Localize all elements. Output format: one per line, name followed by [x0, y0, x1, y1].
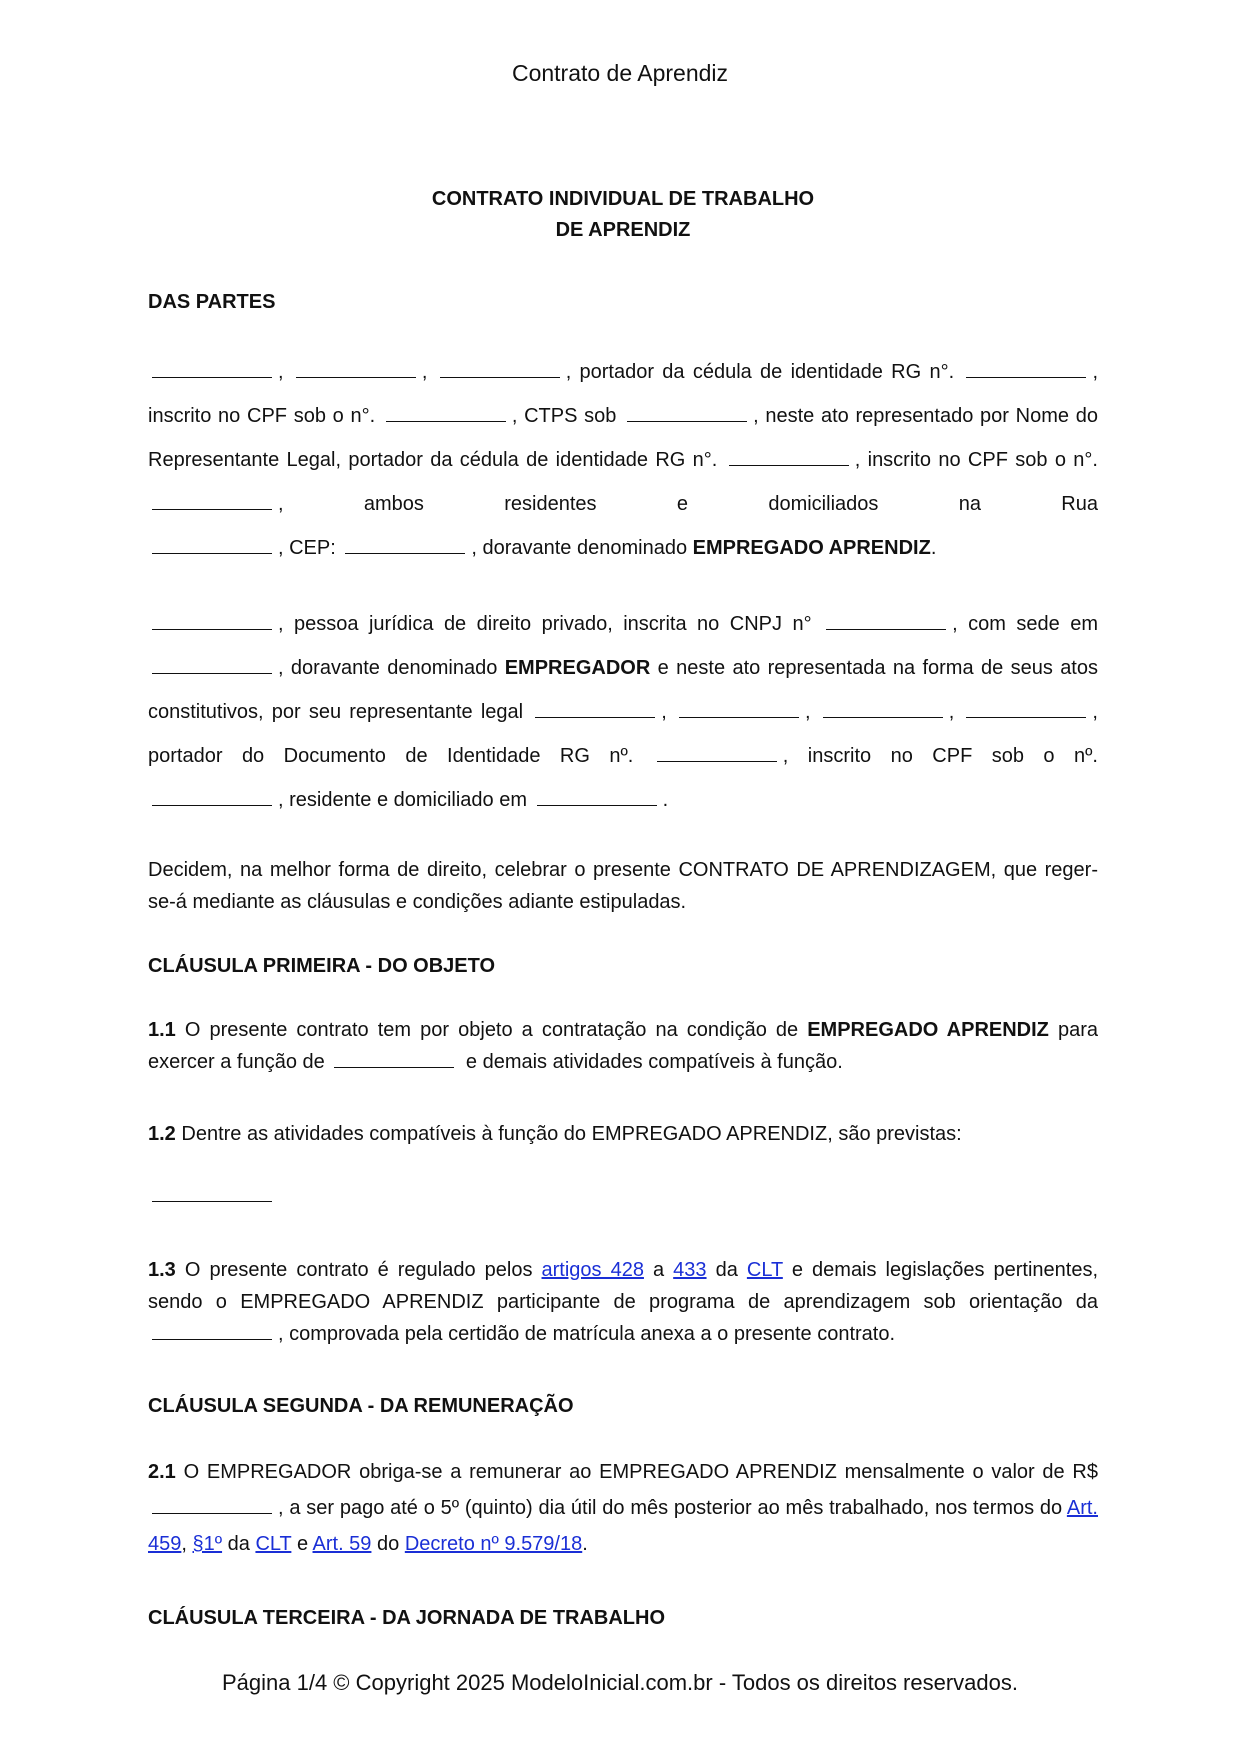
blank-field[interactable]: [345, 535, 465, 554]
blank-field[interactable]: [627, 403, 747, 422]
clause-2-1: 2.1 O EMPREGADOR obriga-se a remunerar ao EMPREGADO APRENDIZ mensalmente o valor de R$ , a ser pago até o 5º (quinto) dia útil do mês posterior ao mês trabalhado, nos termos do Art. 459, §1º da CLT e Art. 59 do Decreto nº 9.579/18.: [148, 1461, 1099, 1555]
clause-1-heading: CLÁUSULA PRIMEIRA - DO OBJETO: [148, 955, 496, 977]
party-employee-paragraph: , , , portador da cédula de identidade RG n°. , inscrito no CPF sob o n°. , CTPS sob , neste ato representado por Nome do Representante Legal, portador da cédula de identidade RG n°. , inscrito no CPF sob o n°. , ambos residentes e domiciliados na Rua , CEP: , doravante denominado EMPREGADO APRENDIZ.: [148, 361, 1098, 559]
blank-field[interactable]: [334, 1049, 454, 1068]
page-footer: Página 1/4 © Copyright 2025 ModeloInicial.com.br - Todos os direitos reservados.: [222, 1670, 1018, 1695]
blank-field[interactable]: [152, 787, 272, 806]
link-art-59[interactable]: Art. 59: [312, 1533, 372, 1555]
blank-field[interactable]: [966, 359, 1086, 378]
blank-field[interactable]: [440, 359, 560, 378]
link-433[interactable]: 433: [673, 1259, 707, 1281]
blank-field[interactable]: [152, 535, 272, 554]
blank-field[interactable]: [535, 699, 655, 718]
blank-field[interactable]: [386, 403, 506, 422]
link-clt[interactable]: CLT: [746, 1259, 783, 1281]
link-decreto[interactable]: Decreto nº 9.579/18: [404, 1533, 583, 1555]
bold-empregado-aprendiz: EMPREGADO APRENDIZ: [692, 537, 931, 559]
clause-3-heading: CLÁUSULA TERCEIRA - DA JORNADA DE TRABALHO: [148, 1607, 666, 1629]
decision-paragraph: Decidem, na melhor forma de direito, celebrar o presente CONTRATO DE APRENDIZAGEM, que reger-se-á mediante as cláusulas e condições adiante estipuladas.: [148, 859, 1098, 913]
clause-2-heading: CLÁUSULA SEGUNDA - DA REMUNERAÇÃO: [148, 1395, 574, 1417]
document-title: CONTRATO INDIVIDUAL DE TRABALHO DE APRENDIZ: [431, 188, 815, 241]
page-header: Contrato de Aprendiz: [511, 60, 729, 86]
blank-field[interactable]: [152, 1495, 272, 1514]
blank-field[interactable]: [152, 1183, 272, 1202]
bold-empregador: EMPREGADOR: [504, 657, 651, 679]
blank-field[interactable]: [152, 359, 272, 378]
blank-field[interactable]: [657, 743, 777, 762]
link-paragrafo-1[interactable]: §1º: [192, 1533, 223, 1555]
clause-1-3: 1.3 O presente contrato é regulado pelos artigos 428 a 433 da CLT e demais legislações pertinentes, sendo o EMPREGADO APRENDIZ participante de programa de aprendizagem sob orientação da , comprovada pela certidão de matrícula anexa a o presente contrato.: [148, 1259, 1099, 1345]
party-employer-paragraph: , pessoa jurídica de direito privado, inscrita no CNPJ n° , com sede em , doravante denominado EMPREGADOR e neste ato representada na forma de seus atos constitutivos, por seu representante legal , , , , portador do Documento de Identidade RG nº. , inscrito no CPF sob o nº. , residente e domiciliado em .: [148, 613, 1098, 811]
link-clt-2[interactable]: CLT: [255, 1533, 292, 1555]
blank-field[interactable]: [152, 1321, 272, 1340]
section-das-partes: DAS PARTES: [148, 291, 276, 313]
link-artigos-428[interactable]: artigos 428: [541, 1259, 644, 1281]
blank-field[interactable]: [152, 491, 272, 510]
blank-field[interactable]: [296, 359, 416, 378]
clause-1-2: 1.2 Dentre as atividades compatíveis à função do EMPREGADO APRENDIZ, são previstas:: [148, 1123, 962, 1145]
blank-field[interactable]: [152, 611, 272, 630]
blank-field[interactable]: [729, 447, 849, 466]
blank-field[interactable]: [679, 699, 799, 718]
blank-field[interactable]: [537, 787, 657, 806]
blank-field[interactable]: [152, 655, 272, 674]
blank-field[interactable]: [966, 699, 1086, 718]
blank-field[interactable]: [823, 699, 943, 718]
clause-1-1: 1.1 O presente contrato tem por objeto a contratação na condição de EMPREGADO APRENDIZ para exercer a função de e demais atividades compatíveis à função.: [148, 1019, 1099, 1073]
document-body: [148, 184, 1098, 1666]
blank-field[interactable]: [826, 611, 946, 630]
clause-1-2-activities: [148, 1180, 1098, 1212]
link-art-459[interactable]: Art. 459: [148, 1497, 1098, 1555]
